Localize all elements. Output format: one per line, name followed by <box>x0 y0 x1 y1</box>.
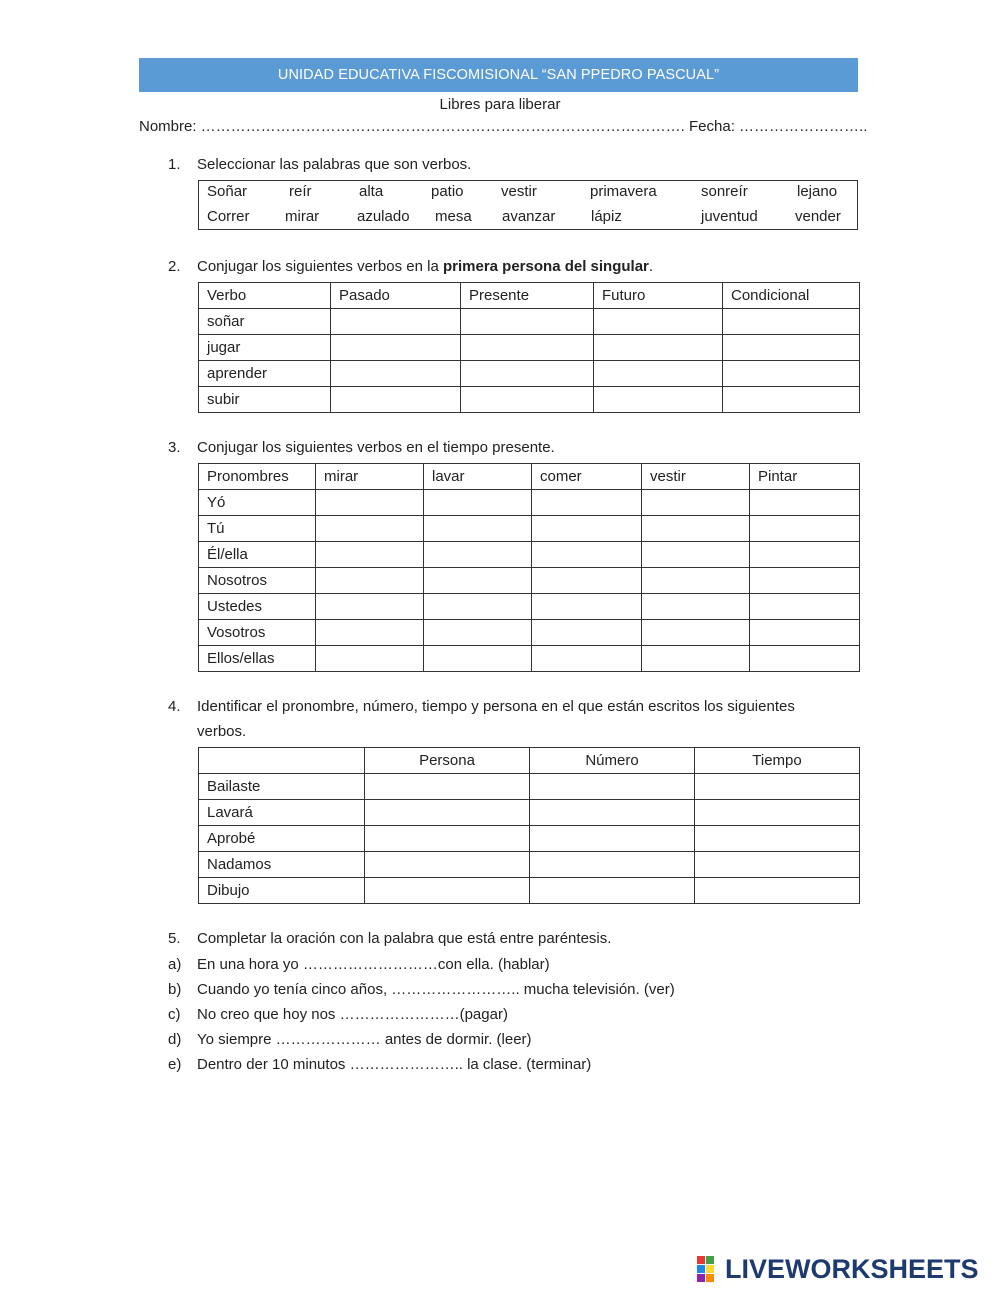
word-option[interactable]: primavera <box>590 183 657 200</box>
answer-cell[interactable] <box>642 516 750 542</box>
answer-cell[interactable] <box>424 568 532 594</box>
table-row <box>199 490 860 516</box>
answer-cell[interactable] <box>642 620 750 646</box>
column-header: Pronombres <box>199 464 316 490</box>
answer-cell[interactable] <box>695 878 860 904</box>
answer-cell[interactable] <box>750 490 860 516</box>
column-header: Presente <box>461 283 594 309</box>
word-option[interactable]: avanzar <box>502 208 556 225</box>
answer-cell[interactable] <box>331 361 461 387</box>
answer-cell[interactable] <box>723 309 860 335</box>
logo-text: LIVEWORKSHEETS <box>725 1254 979 1284</box>
column-header: Verbo <box>199 283 331 309</box>
answer-cell[interactable] <box>695 826 860 852</box>
answer-cell[interactable] <box>530 774 695 800</box>
table-row <box>199 335 860 361</box>
word-option[interactable]: Soñar <box>207 183 248 200</box>
word-option[interactable]: vestir <box>501 183 537 200</box>
answer-cell[interactable] <box>316 542 424 568</box>
answer-cell[interactable] <box>695 774 860 800</box>
table-row <box>199 309 860 335</box>
item-letter: e) <box>168 1056 182 1073</box>
table-header-row <box>199 464 860 490</box>
question-text: Seleccionar las palabras que son verbos. <box>197 156 472 173</box>
sentence-text[interactable]: No creo que hoy nos ……………………(pagar) <box>197 1006 508 1023</box>
word-option[interactable]: juventud <box>701 208 758 225</box>
word-option[interactable]: patio <box>431 183 464 200</box>
answer-cell[interactable] <box>424 646 532 672</box>
word-option[interactable]: lápiz <box>591 208 622 225</box>
question-number: 1. <box>168 156 181 173</box>
table-row <box>199 646 860 672</box>
answer-cell[interactable] <box>642 542 750 568</box>
row-label: soñar <box>199 309 331 335</box>
item-letter: b) <box>168 981 182 998</box>
table-row <box>199 516 860 542</box>
answer-cell[interactable] <box>461 387 594 413</box>
answer-cell[interactable] <box>316 646 424 672</box>
sentence-text[interactable]: En una hora yo ………………………con ella. (hablar) <box>197 956 550 973</box>
row-label: subir <box>199 387 331 413</box>
question-text: Identificar el pronombre, número, tiempo y persona en el que están escritos los siguientes <box>197 698 795 715</box>
table-row <box>199 361 860 387</box>
verb-analysis-table <box>198 747 860 904</box>
emphasis-text: primera persona del singular <box>442 258 649 275</box>
row-label: jugar <box>199 335 331 361</box>
answer-cell[interactable] <box>750 568 860 594</box>
conjugation-table-singular <box>198 282 860 413</box>
table-row <box>199 620 860 646</box>
answer-cell[interactable] <box>695 852 860 878</box>
row-label: Tú <box>199 516 316 542</box>
table-row <box>199 568 860 594</box>
table-header-row <box>199 283 860 309</box>
answer-cell[interactable] <box>750 646 860 672</box>
question-text: verbos. <box>197 723 247 740</box>
item-letter: c) <box>168 1006 181 1023</box>
row-label: Bailaste <box>199 774 365 800</box>
answer-cell[interactable] <box>365 852 530 878</box>
question-number: 2. <box>168 258 181 275</box>
row-label: Nosotros <box>199 568 316 594</box>
table-row <box>199 387 860 413</box>
table-row <box>199 542 860 568</box>
column-header <box>199 748 365 774</box>
question-text: Conjugar los siguientes verbos en la primera persona del singular. <box>197 258 654 275</box>
answer-cell[interactable] <box>530 878 695 904</box>
row-label: Ustedes <box>199 594 316 620</box>
table-row <box>199 774 860 800</box>
answer-cell[interactable] <box>365 774 530 800</box>
word-option[interactable]: reír <box>289 183 312 200</box>
answer-cell[interactable] <box>750 620 860 646</box>
answer-cell[interactable] <box>331 387 461 413</box>
answer-cell[interactable] <box>461 361 594 387</box>
answer-cell[interactable] <box>532 542 642 568</box>
table-row <box>199 878 860 904</box>
column-header: Pintar <box>750 464 860 490</box>
answer-cell[interactable] <box>750 516 860 542</box>
worksheet-subtitle: Libres para liberar <box>439 96 561 113</box>
item-letter: a) <box>168 956 182 973</box>
answer-cell[interactable] <box>532 568 642 594</box>
answer-cell[interactable] <box>316 568 424 594</box>
logo-blocks-icon <box>697 1256 723 1286</box>
answer-cell[interactable] <box>695 800 860 826</box>
row-label: Él/ella <box>199 542 316 568</box>
column-header: Tiempo <box>695 748 860 774</box>
table-header-row <box>199 748 860 774</box>
sentence-text[interactable]: Cuando yo tenía cinco años, …………………….. mucha televisión. (ver) <box>197 981 675 998</box>
verb-selection-box <box>198 180 858 230</box>
question-text: Conjugar los siguientes verbos en el tiempo presente. <box>197 439 555 456</box>
answer-cell[interactable] <box>316 594 424 620</box>
answer-cell[interactable] <box>594 387 723 413</box>
answer-cell[interactable] <box>461 309 594 335</box>
answer-cell[interactable] <box>723 387 860 413</box>
word-option[interactable]: Correr <box>207 208 250 225</box>
question-number: 4. <box>168 698 181 715</box>
answer-cell[interactable] <box>365 800 530 826</box>
answer-cell[interactable] <box>750 542 860 568</box>
answer-cell[interactable] <box>723 335 860 361</box>
sentence-text[interactable]: Dentro der 10 minutos ………………….. la clase. (terminar) <box>197 1056 592 1073</box>
answer-cell[interactable] <box>461 335 594 361</box>
word-option[interactable]: azulado <box>357 208 410 225</box>
answer-cell[interactable] <box>532 490 642 516</box>
row-label: Dibujo <box>199 878 365 904</box>
column-header: mirar <box>316 464 424 490</box>
table-row <box>199 800 860 826</box>
name-date-line: Nombre: ……………………………………………………………………………………. Fecha: …………………….. <box>139 118 868 135</box>
answer-cell[interactable] <box>316 516 424 542</box>
question-text: Completar la oración con la palabra que está entre paréntesis. <box>197 930 612 947</box>
item-letter: d) <box>168 1031 182 1048</box>
table-row <box>199 594 860 620</box>
sentence-text[interactable]: Yo siempre ………………… antes de dormir. (leer) <box>197 1031 532 1048</box>
answer-cell[interactable] <box>424 620 532 646</box>
row-label: Nadamos <box>199 852 365 878</box>
answer-cell[interactable] <box>594 361 723 387</box>
question-number: 5. <box>168 930 181 947</box>
column-header: Futuro <box>594 283 723 309</box>
column-header: Pasado <box>331 283 461 309</box>
answer-cell[interactable] <box>642 646 750 672</box>
answer-cell[interactable] <box>316 490 424 516</box>
row-label: Lavará <box>199 800 365 826</box>
answer-cell[interactable] <box>532 516 642 542</box>
column-header: Condicional <box>723 283 860 309</box>
answer-cell[interactable] <box>750 594 860 620</box>
answer-cell[interactable] <box>424 594 532 620</box>
answer-cell[interactable] <box>532 594 642 620</box>
answer-cell[interactable] <box>530 800 695 826</box>
answer-cell[interactable] <box>424 516 532 542</box>
answer-cell[interactable] <box>424 542 532 568</box>
answer-cell[interactable] <box>316 620 424 646</box>
column-header: comer <box>532 464 642 490</box>
table-row <box>199 852 860 878</box>
conjugation-table-present <box>198 463 860 672</box>
school-header: UNIDAD EDUCATIVA FISCOMISIONAL “SAN PPEDRO PASCUAL” <box>139 58 858 92</box>
row-label: Aprobé <box>199 826 365 852</box>
answer-cell[interactable] <box>331 309 461 335</box>
word-option[interactable]: vender <box>795 208 841 225</box>
word-option[interactable]: lejano <box>797 183 838 200</box>
answer-cell[interactable] <box>424 490 532 516</box>
answer-cell[interactable] <box>331 335 461 361</box>
row-label: Vosotros <box>199 620 316 646</box>
word-option[interactable]: mesa <box>435 208 472 225</box>
answer-cell[interactable] <box>723 361 860 387</box>
answer-cell[interactable] <box>594 335 723 361</box>
answer-cell[interactable] <box>532 646 642 672</box>
row-label: Yó <box>199 490 316 516</box>
table-row <box>199 826 860 852</box>
column-header: Persona <box>365 748 530 774</box>
answer-cell[interactable] <box>530 852 695 878</box>
answer-cell[interactable] <box>642 594 750 620</box>
answer-cell[interactable] <box>365 826 530 852</box>
answer-cell[interactable] <box>642 568 750 594</box>
row-label: Ellos/ellas <box>199 646 316 672</box>
column-header: lavar <box>424 464 532 490</box>
column-header: vestir <box>642 464 750 490</box>
column-header: Número <box>530 748 695 774</box>
word-option[interactable]: mirar <box>285 208 320 225</box>
answer-cell[interactable] <box>532 620 642 646</box>
answer-cell[interactable] <box>642 490 750 516</box>
question-number: 3. <box>168 439 181 456</box>
word-option[interactable]: sonreír <box>701 183 748 200</box>
answer-cell[interactable] <box>594 309 723 335</box>
answer-cell[interactable] <box>530 826 695 852</box>
answer-cell[interactable] <box>365 878 530 904</box>
row-label: aprender <box>199 361 331 387</box>
word-option[interactable]: alta <box>359 183 384 200</box>
